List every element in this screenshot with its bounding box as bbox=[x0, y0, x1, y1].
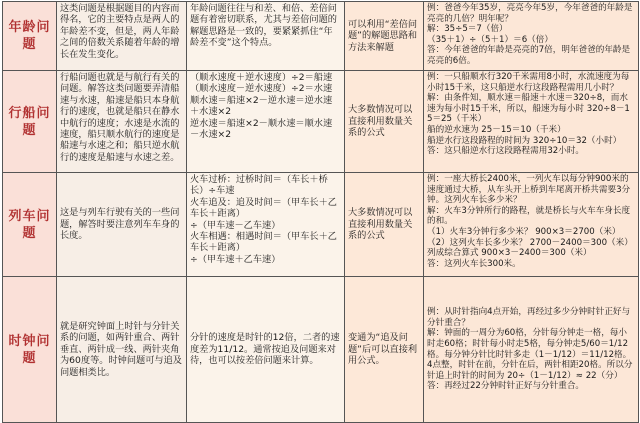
problem-description: 行船问题也就是与航行有关的问题。解答这类问题要弄清船速与水速，船速是船只本身航行的速度，也就是船只在静水中航行的速度；水速是水流的速度，船只顺水航行的速度是船速与水速之和；船只逆水航行的速度是船速与水速之差。 bbox=[57, 71, 187, 173]
example-cell bbox=[424, 173, 639, 277]
table-row bbox=[3, 2, 639, 71]
formula-cell: 分针的速度是时针的12倍，二者的速度差为11/12。通常按追及问题来对待，也可以按差倍问题来计算。 bbox=[187, 277, 345, 423]
applicability-cell: 大多数情况可以直接利用数量关系的公式 bbox=[345, 173, 424, 277]
example-cell bbox=[424, 71, 639, 173]
formula-line: （顺水速度－逆水速度）÷2＝水速 bbox=[190, 83, 333, 95]
problem-type-name: 行船问题 bbox=[3, 71, 57, 173]
formula-line: 逆水速＝船速×2－顺水速＝顺水速－水速×2 bbox=[190, 117, 333, 141]
example-line: 解：钟面的一周分为60格，分针每分钟走一格，每小时走60格；时针每小时走5格，每分钟走5/60＝1/12格。每分钟分针比时针多走（1－1/12）＝11/12格。4点整，时针在前，分针在后，两针相距20格。所以分针追上时针的时间为 20÷（1－1/12）≈ 22（分） bbox=[427, 328, 633, 381]
formula-line: ÷（甲车速－乙车速） bbox=[190, 219, 281, 231]
example-line: 解：火车3分钟所行的路程，就是桥长与火车车身长度的和。 bbox=[427, 205, 631, 227]
formula-line: （顺水速度＋逆水速度）÷2＝船速 bbox=[190, 72, 333, 83]
example-line: 解：由条件知，顺水速＝船速＋水速＝320÷8，而水速为每小时15千米，所以，船速为每小时 320÷8－15＝25（千米） bbox=[427, 93, 630, 125]
problem-description: 这是与列车行驶有关的一些问题，解答时要注意列车车身的长度。 bbox=[57, 173, 187, 277]
formula-cell bbox=[187, 71, 345, 173]
formula-cell: 年龄问题往往与和差、和倍、差倍问题有着密切联系，尤其与差倍问题的解题思路是一致的，要紧紧抓住“年龄差不变”这个特点。 bbox=[187, 2, 345, 71]
problem-type-name: 年龄问题 bbox=[3, 2, 57, 71]
example-cell bbox=[424, 277, 639, 423]
example-line: 解：35÷5＝7（倍） bbox=[427, 24, 508, 35]
applicability-cell: 大多数情况可以直接利用数量关系的公式 bbox=[345, 71, 424, 173]
formula-line: 火车追及：追及时间＝（甲车长＋乙车长＋距离） bbox=[190, 196, 337, 220]
formula-line: 火车相遇：相遇时间＝（甲车长＋乙车长＋距离） bbox=[190, 231, 337, 254]
example-line: （1）火车3分钟行多少米？ 900×3＝2700（米） bbox=[427, 226, 621, 237]
problem-type-name: 时钟问题 bbox=[3, 277, 57, 423]
applicability-cell: 可以利用“差倍问题”的解题思路和方法来解题 bbox=[345, 2, 424, 71]
example-line: 列成综合算式 900×3－2400＝300（米） bbox=[427, 248, 592, 259]
problem-description: 这类问题是根据题目的内容而得名，它的主要特点是两人的年龄差不变，但是，两人年龄之间的倍数关系随着年龄的增长在发生变化。 bbox=[57, 2, 187, 71]
formula-line: 火车过桥：过桥时间＝（车长＋桥长）÷车速 bbox=[190, 174, 328, 197]
example-line: 例：爸爸今年35岁，亮亮今年5岁，今年爸爸的年龄是亮亮的几倍？明年呢？ bbox=[427, 3, 633, 24]
table-row bbox=[3, 277, 639, 423]
example-line: 船逆水行这段路程的时间为 320÷10＝32（小时） bbox=[427, 135, 622, 146]
example-line: 答：再经过22分钟时针正好与分针重合。 bbox=[427, 381, 585, 392]
example-line: 答：今年爸爸的年龄是亮亮的7倍，明年爸爸的年龄是亮亮的6倍。 bbox=[427, 45, 631, 66]
example-line: 例：一座大桥长2400米，一列火车以每分钟900米的速度通过大桥，从车头开上桥到车尾离开桥共需要3分钟。这列火车长多少米？ bbox=[427, 174, 631, 206]
table-row bbox=[3, 173, 639, 277]
table-row bbox=[3, 71, 639, 173]
example-line: 答：这只船逆水行这段路程需用32小时。 bbox=[427, 146, 585, 157]
example-line: 答：这列火车长300米。 bbox=[427, 258, 521, 269]
example-cell bbox=[424, 2, 639, 71]
example-line: （35＋1）÷（5＋1）＝6（倍） bbox=[427, 34, 553, 45]
example-line: （2）这列火车长多少米？ 2700－2400＝300（米） bbox=[427, 237, 633, 248]
formula-cell bbox=[187, 173, 345, 277]
applicability-cell: 变通为“追及问题”后可以直接利用公式。 bbox=[345, 277, 424, 423]
example-line: 船的逆水速为 25－15＝10（千米） bbox=[427, 124, 566, 135]
example-line: 例：一只船顺水行320千米需用8小时，水流速度为每小时15千米，这只船逆水行这段路程需用几小时？ bbox=[427, 72, 630, 93]
example-line: 例：从时针指向4点开始，再经过多少分钟时针正好与分针重合？ bbox=[427, 307, 631, 328]
problem-type-name: 列车问题 bbox=[3, 173, 57, 277]
problem-description: 就是研究钟面上时针与分针关系的问题，如两针重合、两针垂直、两针成一线、两针夹角为60度等。时钟问题可与追及问题相类比。 bbox=[57, 277, 187, 423]
math-problem-types-table bbox=[2, 1, 639, 423]
formula-line: ÷（甲车速＋乙车速） bbox=[190, 253, 281, 265]
formula-line: 顺水速＝船速×2－逆水速＝逆水速＋水速×2 bbox=[190, 94, 333, 118]
